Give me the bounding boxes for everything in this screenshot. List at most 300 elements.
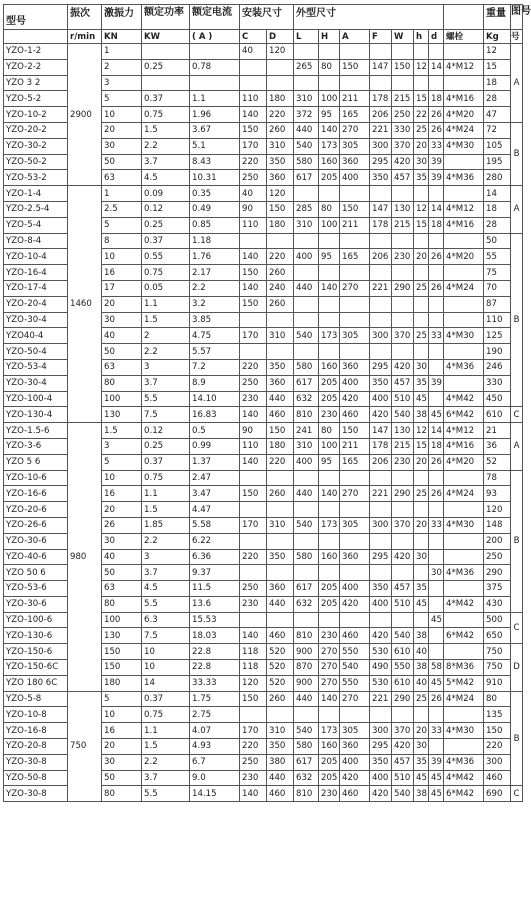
cell-f: 206: [370, 249, 392, 265]
cell-power: [142, 44, 190, 60]
cell-c: [240, 344, 267, 360]
cell-bolt: [444, 44, 484, 60]
cell-fig: B: [511, 122, 523, 185]
cell-d: 460: [267, 407, 294, 423]
cell-speed: 2900: [68, 44, 102, 186]
cell-a: [340, 296, 370, 312]
cell-d2: 30: [429, 565, 444, 581]
cell-weight: 12: [484, 44, 511, 60]
cell-f: 147: [370, 59, 392, 75]
cell-model: YZO 180 6C: [4, 675, 68, 691]
cell-d: 240: [267, 280, 294, 296]
cell-bolt: 4*M42: [444, 391, 484, 407]
cell-current: 14.15: [190, 786, 240, 802]
cell-power: 2.2: [142, 754, 190, 770]
cell-c: 140: [240, 249, 267, 265]
cell-c: 230: [240, 770, 267, 786]
cell-d2: 33: [429, 517, 444, 533]
cell-bolt: 6*M42: [444, 628, 484, 644]
cell-w: 550: [392, 660, 414, 676]
cell-l: 372: [294, 107, 319, 123]
cell-bolt: [444, 581, 484, 597]
cell-power: 0.09: [142, 186, 190, 202]
cell-d2: 26: [429, 486, 444, 502]
cell-current: 2.75: [190, 707, 240, 723]
cell-d: 360: [267, 375, 294, 391]
cell-f: 350: [370, 581, 392, 597]
cell-l: 440: [294, 691, 319, 707]
cell-current: 1.75: [190, 691, 240, 707]
cell-w: 370: [392, 138, 414, 154]
cell-d: [267, 502, 294, 518]
cell-h2: [414, 612, 429, 628]
cell-c: 110: [240, 438, 267, 454]
cell-d2: 14: [429, 59, 444, 75]
cell-bolt: [444, 296, 484, 312]
cell-h: 80: [319, 201, 340, 217]
cell-power: 1.1: [142, 296, 190, 312]
cell-d2: 26: [429, 249, 444, 265]
cell-force: 30: [102, 754, 142, 770]
cell-l: [294, 533, 319, 549]
cell-h: 80: [319, 59, 340, 75]
cell-a: 460: [340, 786, 370, 802]
cell-d: 440: [267, 770, 294, 786]
cell-force: 30: [102, 533, 142, 549]
cell-d2: [429, 233, 444, 249]
cell-force: 20: [102, 739, 142, 755]
cell-f: 300: [370, 517, 392, 533]
cell-d: 180: [267, 217, 294, 233]
cell-weight: 190: [484, 344, 511, 360]
cell-d2: [429, 359, 444, 375]
cell-bolt: [444, 707, 484, 723]
cell-model: YZO-2-2: [4, 59, 68, 75]
cell-current: 0.49: [190, 201, 240, 217]
cell-model: YZO 50 6: [4, 565, 68, 581]
cell-d: 260: [267, 296, 294, 312]
cell-bolt: 4*M16: [444, 438, 484, 454]
cell-bolt: 4*M36: [444, 565, 484, 581]
cell-model: YZO-1.5-6: [4, 423, 68, 439]
cell-current: 5.1: [190, 138, 240, 154]
cell-h: [319, 186, 340, 202]
cell-power: 5.5: [142, 786, 190, 802]
unit-h2: h: [414, 30, 429, 44]
cell-d2: 39: [429, 154, 444, 170]
cell-d2: [429, 470, 444, 486]
cell-w: [392, 265, 414, 281]
cell-l: 580: [294, 739, 319, 755]
cell-a: [340, 233, 370, 249]
cell-h2: 30: [414, 739, 429, 755]
table-row: [4, 44, 523, 60]
cell-d: 260: [267, 691, 294, 707]
cell-power: 2.2: [142, 138, 190, 154]
cell-h: 205: [319, 375, 340, 391]
cell-current: 15.53: [190, 612, 240, 628]
cell-h2: 40: [414, 675, 429, 691]
unit-a: A: [340, 30, 370, 44]
cell-h2: 25: [414, 328, 429, 344]
cell-a: [340, 612, 370, 628]
cell-bolt: 4*M36: [444, 754, 484, 770]
cell-a: 211: [340, 438, 370, 454]
cell-l: 540: [294, 138, 319, 154]
cell-force: 3: [102, 438, 142, 454]
cell-w: [392, 565, 414, 581]
cell-weight: 135: [484, 707, 511, 723]
cell-power: 0.75: [142, 265, 190, 281]
table-row: [4, 691, 523, 707]
cell-bolt: 4*M16: [444, 217, 484, 233]
cell-a: 211: [340, 91, 370, 107]
cell-l: 440: [294, 280, 319, 296]
cell-model: YZO-30-8: [4, 754, 68, 770]
cell-power: 1.5: [142, 122, 190, 138]
cell-weight: 75: [484, 265, 511, 281]
cell-a: 360: [340, 154, 370, 170]
header-weight: 重量: [484, 5, 511, 30]
cell-d: 150: [267, 201, 294, 217]
cell-l: [294, 470, 319, 486]
cell-d2: [429, 312, 444, 328]
cell-w: 290: [392, 486, 414, 502]
cell-c: [240, 59, 267, 75]
cell-w: [392, 296, 414, 312]
cell-power: 3: [142, 549, 190, 565]
cell-force: 63: [102, 581, 142, 597]
cell-model: YZO-16-8: [4, 723, 68, 739]
cell-d2: 18: [429, 91, 444, 107]
cell-power: 0.25: [142, 59, 190, 75]
cell-current: 9.0: [190, 770, 240, 786]
cell-weight: 47: [484, 107, 511, 123]
motor-spec-table: [3, 4, 531, 802]
cell-f: 300: [370, 138, 392, 154]
cell-weight: 105: [484, 138, 511, 154]
cell-weight: 430: [484, 596, 511, 612]
cell-model: YZO-150-6C: [4, 660, 68, 676]
unit-l: L: [294, 30, 319, 44]
cell-weight: 28: [484, 217, 511, 233]
cell-bolt: [444, 344, 484, 360]
cell-c: 250: [240, 170, 267, 186]
cell-l: [294, 44, 319, 60]
cell-h2: 30: [414, 154, 429, 170]
cell-h: 140: [319, 691, 340, 707]
cell-c: 118: [240, 660, 267, 676]
cell-force: 150: [102, 644, 142, 660]
cell-w: 457: [392, 170, 414, 186]
cell-c: 250: [240, 375, 267, 391]
cell-c: 150: [240, 122, 267, 138]
cell-h2: 35: [414, 754, 429, 770]
cell-d2: [429, 186, 444, 202]
cell-bolt: 4*M12: [444, 201, 484, 217]
cell-power: 2.2: [142, 344, 190, 360]
cell-power: 0.25: [142, 217, 190, 233]
cell-h2: 38: [414, 786, 429, 802]
cell-power: 0.37: [142, 691, 190, 707]
cell-h2: 25: [414, 122, 429, 138]
cell-power: 0.75: [142, 707, 190, 723]
cell-w: 420: [392, 549, 414, 565]
cell-w: 215: [392, 91, 414, 107]
cell-l: 617: [294, 375, 319, 391]
cell-d2: 33: [429, 328, 444, 344]
cell-a: 150: [340, 201, 370, 217]
cell-h: 140: [319, 486, 340, 502]
cell-l: 870: [294, 660, 319, 676]
cell-weight: 280: [484, 170, 511, 186]
cell-l: 540: [294, 517, 319, 533]
cell-bolt: 6*M42: [444, 407, 484, 423]
cell-d2: [429, 707, 444, 723]
unit-power: KW: [142, 30, 190, 44]
cell-bolt: [444, 549, 484, 565]
cell-weight: 52: [484, 454, 511, 470]
cell-d2: [429, 502, 444, 518]
cell-w: 510: [392, 596, 414, 612]
cell-d2: [429, 739, 444, 755]
cell-force: 63: [102, 359, 142, 375]
cell-current: 10.31: [190, 170, 240, 186]
cell-a: [340, 44, 370, 60]
cell-h: [319, 344, 340, 360]
cell-bolt: [444, 502, 484, 518]
cell-d2: [429, 596, 444, 612]
cell-h2: [414, 470, 429, 486]
cell-c: 220: [240, 739, 267, 755]
cell-f: 178: [370, 91, 392, 107]
cell-weight: 246: [484, 359, 511, 375]
cell-l: 580: [294, 359, 319, 375]
cell-current: 6.7: [190, 754, 240, 770]
cell-bolt: 4*M24: [444, 486, 484, 502]
cell-c: 220: [240, 549, 267, 565]
cell-f: 400: [370, 391, 392, 407]
cell-force: 5: [102, 217, 142, 233]
cell-model: YZO-5-4: [4, 217, 68, 233]
cell-model: YZO-16-6: [4, 486, 68, 502]
cell-w: 130: [392, 201, 414, 217]
cell-force: 20: [102, 296, 142, 312]
cell-d2: [429, 644, 444, 660]
cell-a: 460: [340, 628, 370, 644]
cell-l: 440: [294, 486, 319, 502]
cell-a: 420: [340, 391, 370, 407]
cell-h2: 38: [414, 628, 429, 644]
cell-f: 530: [370, 644, 392, 660]
cell-bolt: 4*M20: [444, 249, 484, 265]
cell-a: 400: [340, 170, 370, 186]
cell-force: 2.5: [102, 201, 142, 217]
cell-current: 6.36: [190, 549, 240, 565]
cell-model: YZO-30-4: [4, 375, 68, 391]
cell-l: 285: [294, 201, 319, 217]
cell-d2: 45: [429, 675, 444, 691]
cell-w: 457: [392, 375, 414, 391]
cell-model: YZO-2.5-4: [4, 201, 68, 217]
cell-a: [340, 265, 370, 281]
cell-w: [392, 44, 414, 60]
cell-a: 270: [340, 486, 370, 502]
cell-h2: [414, 186, 429, 202]
cell-weight: 650: [484, 628, 511, 644]
unit-force: KN: [102, 30, 142, 44]
cell-a: 420: [340, 770, 370, 786]
cell-bolt: 4*M16: [444, 91, 484, 107]
cell-model: YZO-50-8: [4, 770, 68, 786]
cell-power: 7.5: [142, 628, 190, 644]
cell-force: 50: [102, 565, 142, 581]
cell-fig: A: [511, 423, 523, 470]
cell-w: 610: [392, 644, 414, 660]
cell-model: YZO-10-6: [4, 470, 68, 486]
cell-d: 440: [267, 391, 294, 407]
cell-l: [294, 186, 319, 202]
cell-f: [370, 75, 392, 91]
cell-power: 0.12: [142, 201, 190, 217]
cell-d: 350: [267, 549, 294, 565]
cell-c: 90: [240, 201, 267, 217]
cell-f: [370, 470, 392, 486]
cell-w: 540: [392, 786, 414, 802]
cell-h2: [414, 312, 429, 328]
unit-row: [4, 30, 523, 44]
cell-d2: 33: [429, 723, 444, 739]
cell-l: [294, 344, 319, 360]
cell-current: 4.47: [190, 502, 240, 518]
cell-power: 4.5: [142, 170, 190, 186]
cell-power: 3: [142, 359, 190, 375]
cell-weight: 200: [484, 533, 511, 549]
cell-current: [190, 44, 240, 60]
cell-d: 460: [267, 628, 294, 644]
cell-f: 530: [370, 675, 392, 691]
cell-weight: 78: [484, 470, 511, 486]
cell-weight: 690: [484, 786, 511, 802]
cell-f: 400: [370, 770, 392, 786]
cell-force: 63: [102, 170, 142, 186]
cell-l: 632: [294, 770, 319, 786]
cell-c: [240, 233, 267, 249]
cell-d2: [429, 44, 444, 60]
cell-h2: 30: [414, 359, 429, 375]
cell-f: [370, 612, 392, 628]
cell-c: 170: [240, 517, 267, 533]
cell-h2: 25: [414, 280, 429, 296]
cell-current: 1.18: [190, 233, 240, 249]
cell-l: 810: [294, 628, 319, 644]
cell-d: [267, 707, 294, 723]
cell-d: [267, 533, 294, 549]
cell-f: 147: [370, 423, 392, 439]
cell-model: YZO-8-4: [4, 233, 68, 249]
cell-current: 2.2: [190, 280, 240, 296]
cell-l: 400: [294, 454, 319, 470]
cell-h: 100: [319, 438, 340, 454]
cell-model: YZO-50-4: [4, 344, 68, 360]
cell-a: 360: [340, 739, 370, 755]
cell-a: 360: [340, 549, 370, 565]
cell-power: 1.1: [142, 486, 190, 502]
cell-a: 460: [340, 407, 370, 423]
cell-h: [319, 44, 340, 60]
cell-h2: 35: [414, 375, 429, 391]
cell-h2: 12: [414, 423, 429, 439]
cell-speed: 1460: [68, 186, 102, 423]
cell-l: [294, 296, 319, 312]
cell-w: 420: [392, 154, 414, 170]
cell-w: 457: [392, 754, 414, 770]
cell-current: 8.43: [190, 154, 240, 170]
cell-l: [294, 75, 319, 91]
cell-h: [319, 533, 340, 549]
cell-c: 150: [240, 265, 267, 281]
cell-model: YZO-20-8: [4, 739, 68, 755]
cell-model: YZO-40-6: [4, 549, 68, 565]
unit-weight: Kg: [484, 30, 511, 44]
cell-power: 2: [142, 328, 190, 344]
cell-d: 350: [267, 359, 294, 375]
cell-d: [267, 470, 294, 486]
cell-power: 3.7: [142, 565, 190, 581]
cell-d: 260: [267, 265, 294, 281]
cell-d2: 18: [429, 217, 444, 233]
cell-f: 206: [370, 107, 392, 123]
cell-h: 173: [319, 723, 340, 739]
cell-current: 9.37: [190, 565, 240, 581]
cell-l: 617: [294, 170, 319, 186]
unit-w: W: [392, 30, 414, 44]
cell-d: 520: [267, 675, 294, 691]
cell-weight: 21: [484, 423, 511, 439]
cell-weight: 125: [484, 328, 511, 344]
cell-d: 520: [267, 660, 294, 676]
cell-w: 370: [392, 517, 414, 533]
cell-h2: 45: [414, 391, 429, 407]
cell-w: 290: [392, 691, 414, 707]
cell-h: 270: [319, 675, 340, 691]
cell-a: [340, 502, 370, 518]
cell-a: 165: [340, 249, 370, 265]
cell-h: 80: [319, 423, 340, 439]
cell-d: 220: [267, 249, 294, 265]
cell-force: 100: [102, 612, 142, 628]
cell-h: [319, 470, 340, 486]
cell-d2: 14: [429, 201, 444, 217]
cell-l: 540: [294, 328, 319, 344]
cell-power: 1.1: [142, 723, 190, 739]
cell-force: 17: [102, 280, 142, 296]
cell-h: [319, 612, 340, 628]
cell-f: 221: [370, 486, 392, 502]
cell-power: 0.75: [142, 107, 190, 123]
cell-w: 510: [392, 391, 414, 407]
header-model: 型号: [4, 5, 68, 30]
cell-power: 1.5: [142, 312, 190, 328]
cell-model: YZO-53-2: [4, 170, 68, 186]
cell-weight: 93: [484, 486, 511, 502]
cell-power: 1.5: [142, 739, 190, 755]
cell-h: 270: [319, 660, 340, 676]
cell-h2: 30: [414, 549, 429, 565]
cell-f: 300: [370, 723, 392, 739]
cell-current: 5.58: [190, 517, 240, 533]
cell-weight: 910: [484, 675, 511, 691]
